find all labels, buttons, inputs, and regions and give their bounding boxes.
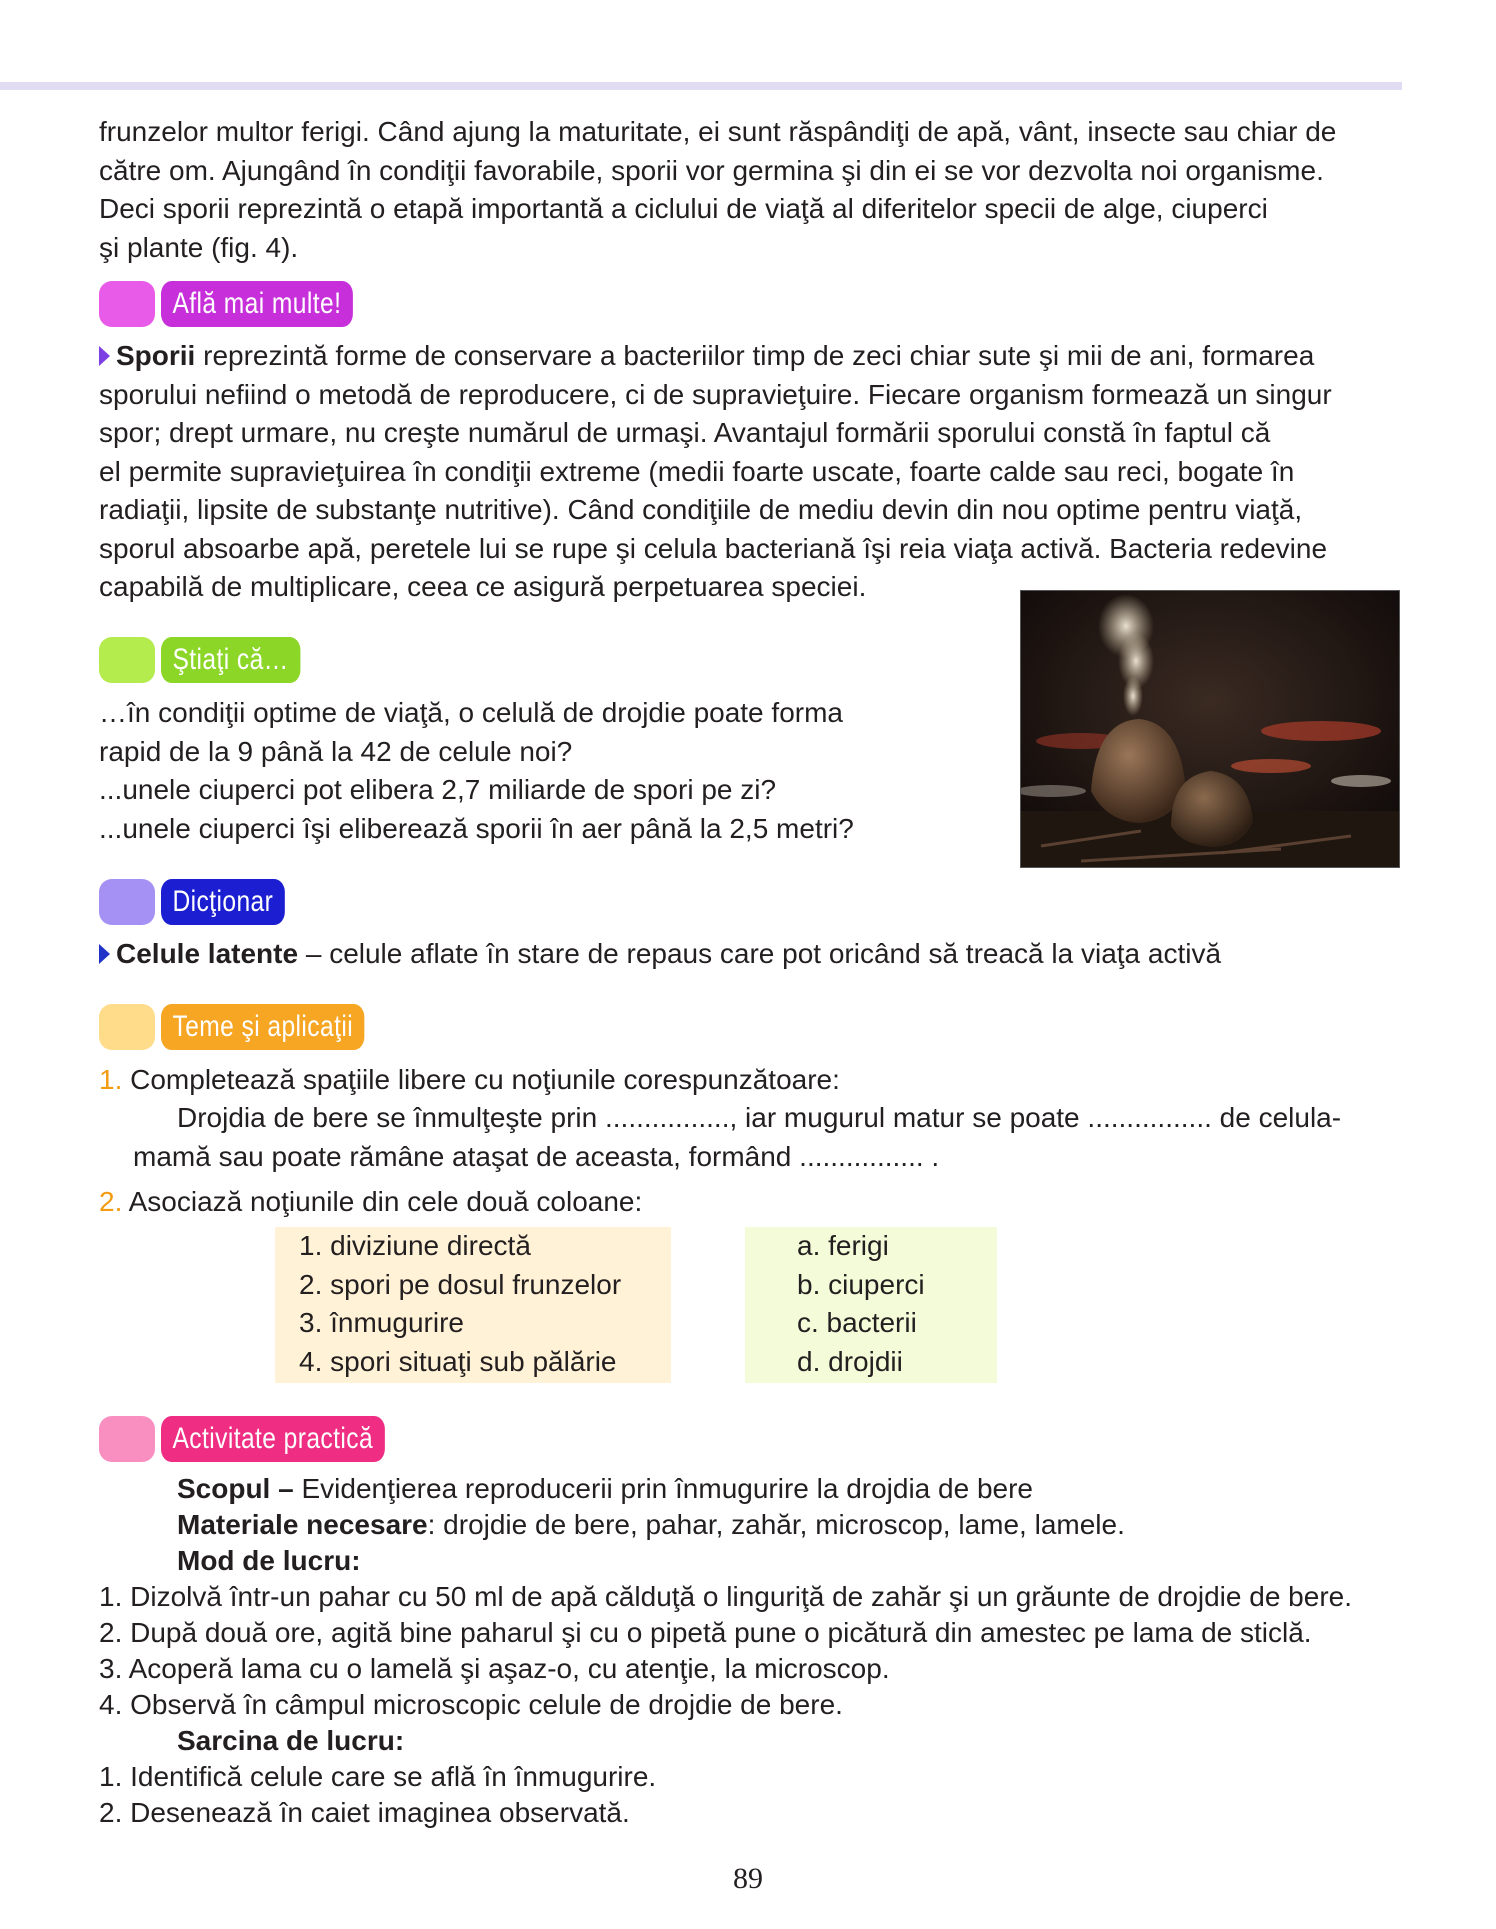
- header-color-box: [99, 1004, 155, 1050]
- afla-paragraph: [99, 337, 1399, 607]
- header-color-box: [99, 1416, 155, 1462]
- left-column-item: 3. înmugurire: [299, 1307, 464, 1338]
- section-title-dictionar: Dicţionar: [161, 879, 285, 925]
- question-text: Asociază noţiunile din cele două coloane:: [122, 1186, 643, 1217]
- afla-term: Sporii: [116, 340, 196, 371]
- header-color-box: [99, 637, 155, 683]
- question-number: 2.: [99, 1186, 123, 1217]
- task-item: 1. Identifică celule care se află în înmugurire.: [99, 1761, 657, 1792]
- left-column-item: 2. spori pe dosul frunzelor: [299, 1268, 622, 1300]
- section-header-afla: [99, 281, 395, 327]
- scop-line: [177, 1471, 1033, 1507]
- dictionar-term: Celule latente: [116, 938, 299, 969]
- intro-paragraph: [99, 113, 1399, 267]
- right-column-item: d. drojdii: [797, 1345, 903, 1377]
- stiati-line: ...unele ciuperci pot elibera 2,7 miliarde de spori pe zi?: [99, 774, 777, 805]
- afla-line: sporul absoarbe apă, peretele lui se rupe şi celula bacteriană îşi reia viaţa activă. Bacteria redevine: [99, 532, 1328, 564]
- right-column-item: c. bacterii: [797, 1307, 917, 1338]
- stiati-line: rapid de la 9 până la 42 de celule noi?: [99, 735, 573, 767]
- intro-line: către om. Ajungând în condiţii favorabile, sporii vor germina şi din ei se vor dezvolta noi organisme.: [99, 154, 1324, 186]
- bullet-marker-icon: [99, 346, 110, 366]
- mod-label: Mod de lucru:: [177, 1545, 361, 1576]
- left-column-item: 1. diviziune directă: [299, 1230, 531, 1261]
- left-column-item: 4. spori situaţi sub pălărie: [299, 1345, 617, 1377]
- afla-line: capabilă de multiplicare, ceea ce asigură perpetuarea speciei.: [99, 571, 867, 602]
- materiale-text: : drojdie de bere, pahar, zahăr, microscop, lame, lamele.: [427, 1509, 1125, 1540]
- dictionar-definition: – celule aflate în stare de repaus care pot oricând să treacă la viaţa activă: [298, 938, 1222, 969]
- puffball-mushroom-photo: [1020, 590, 1400, 868]
- step-item: 1. Dizolvă într-un pahar cu 50 ml de apă călduţă o linguriţă de zahăr şi un grăunte de drojdie de bere.: [99, 1581, 1352, 1612]
- afla-line: radiaţii, lipsite de substanţe nutritive). Când condiţiile de mediu devin din nou optime pentru viaţă,: [99, 494, 1303, 525]
- left-column-box: [275, 1227, 671, 1383]
- step-item: 2. După două ore, agită bine paharul şi cu o pipetă pune o picătură din amestec pe lama de sticlă.: [99, 1617, 1312, 1648]
- step-item: 4. Observă în câmpul microscopic celule de drojdie de bere.: [99, 1689, 843, 1720]
- right-column-item: a. ferigi: [797, 1230, 889, 1261]
- materiale-line: [177, 1507, 1125, 1543]
- top-accent-bar: [0, 82, 1402, 90]
- scop-label: Scopul –: [177, 1473, 294, 1504]
- page-number: 89: [733, 1862, 763, 1895]
- section-title-afla: Află mai multe!: [161, 281, 353, 327]
- dictionar-paragraph: [99, 935, 1399, 974]
- section-title-activitate: Activitate practică: [161, 1416, 385, 1462]
- afla-line: el permite supravieţuirea în condiţii extreme (medii foarte uscate, foarte calde sau reci, bogate în: [99, 455, 1295, 487]
- fill-in-line: Drojdia de bere se înmulţeşte prin ................, iar mugurul matur se poate ................ de celula-: [177, 1102, 1342, 1133]
- teme-q1-line2: [177, 1099, 1399, 1138]
- header-color-box: [99, 281, 155, 327]
- bullet-marker-icon: [99, 944, 110, 964]
- intro-line: Deci sporii reprezintă o etapă importantă a ciclului de viaţă al diferitelor specii de alge, ciuperci: [99, 193, 1268, 224]
- intro-line: frunzelor multor ferigi. Când ajung la maturitate, ei sunt răspândiţi de apă, vânt, insecte sau chiar de: [99, 116, 1337, 147]
- sarcina-label: Sarcina de lucru:: [177, 1725, 405, 1756]
- scop-text: Evidenţierea reproducerii prin înmugurire la drojdia de bere: [293, 1473, 1033, 1504]
- teme-q2: [99, 1183, 1399, 1222]
- question-number: 1.: [99, 1064, 123, 1095]
- section-header-stiati: [99, 637, 331, 683]
- section-title-stiati: Ştiaţi că…: [161, 637, 300, 683]
- question-text: Completează spaţiile libere cu noţiunile corespunzătoare:: [122, 1064, 840, 1095]
- materiale-label: Materiale necesare: [177, 1509, 428, 1540]
- section-title-teme: Teme şi aplicaţii: [161, 1004, 365, 1050]
- section-header-dictionar: [99, 879, 312, 925]
- stiati-paragraph: [99, 694, 979, 848]
- teme-q1: [99, 1061, 1399, 1100]
- right-column-box: [745, 1227, 997, 1383]
- header-color-box: [99, 879, 155, 925]
- stiati-line: ...unele ciuperci îşi eliberează sporii în aer până la 2,5 metri?: [99, 812, 854, 844]
- puffball-spores-image: [1021, 591, 1399, 867]
- step-item: 3. Acoperă lama cu o lamelă şi aşaz-o, cu atenţie, la microscop.: [99, 1653, 890, 1684]
- section-header-teme: [99, 1004, 409, 1050]
- afla-line: spor; drept urmare, nu creşte numărul de urmaşi. Avantajul formării sporului constă în faptul că: [99, 417, 1271, 448]
- afla-text-first: reprezintă forme de conservare a bacteriilor timp de zeci chiar sute şi mii de ani, formarea: [195, 340, 1315, 371]
- stiati-line: …în condiţii optime de viaţă, o celulă de drojdie poate forma: [99, 697, 843, 728]
- task-item: 2. Desenează în caiet imaginea observată.: [99, 1797, 630, 1828]
- teme-q1-line3: [133, 1138, 1399, 1177]
- fill-in-line: mamă sau poate rămâne ataşat de aceasta, formând ................ .: [133, 1141, 940, 1172]
- afla-line: sporului nefiind o metodă de reproducere, ci de supravieţuire. Fiecare organism formează un singur: [99, 378, 1332, 410]
- intro-line: şi plante (fig. 4).: [99, 231, 299, 263]
- section-header-activitate: [99, 1416, 434, 1462]
- right-column-item: b. ciuperci: [797, 1268, 925, 1300]
